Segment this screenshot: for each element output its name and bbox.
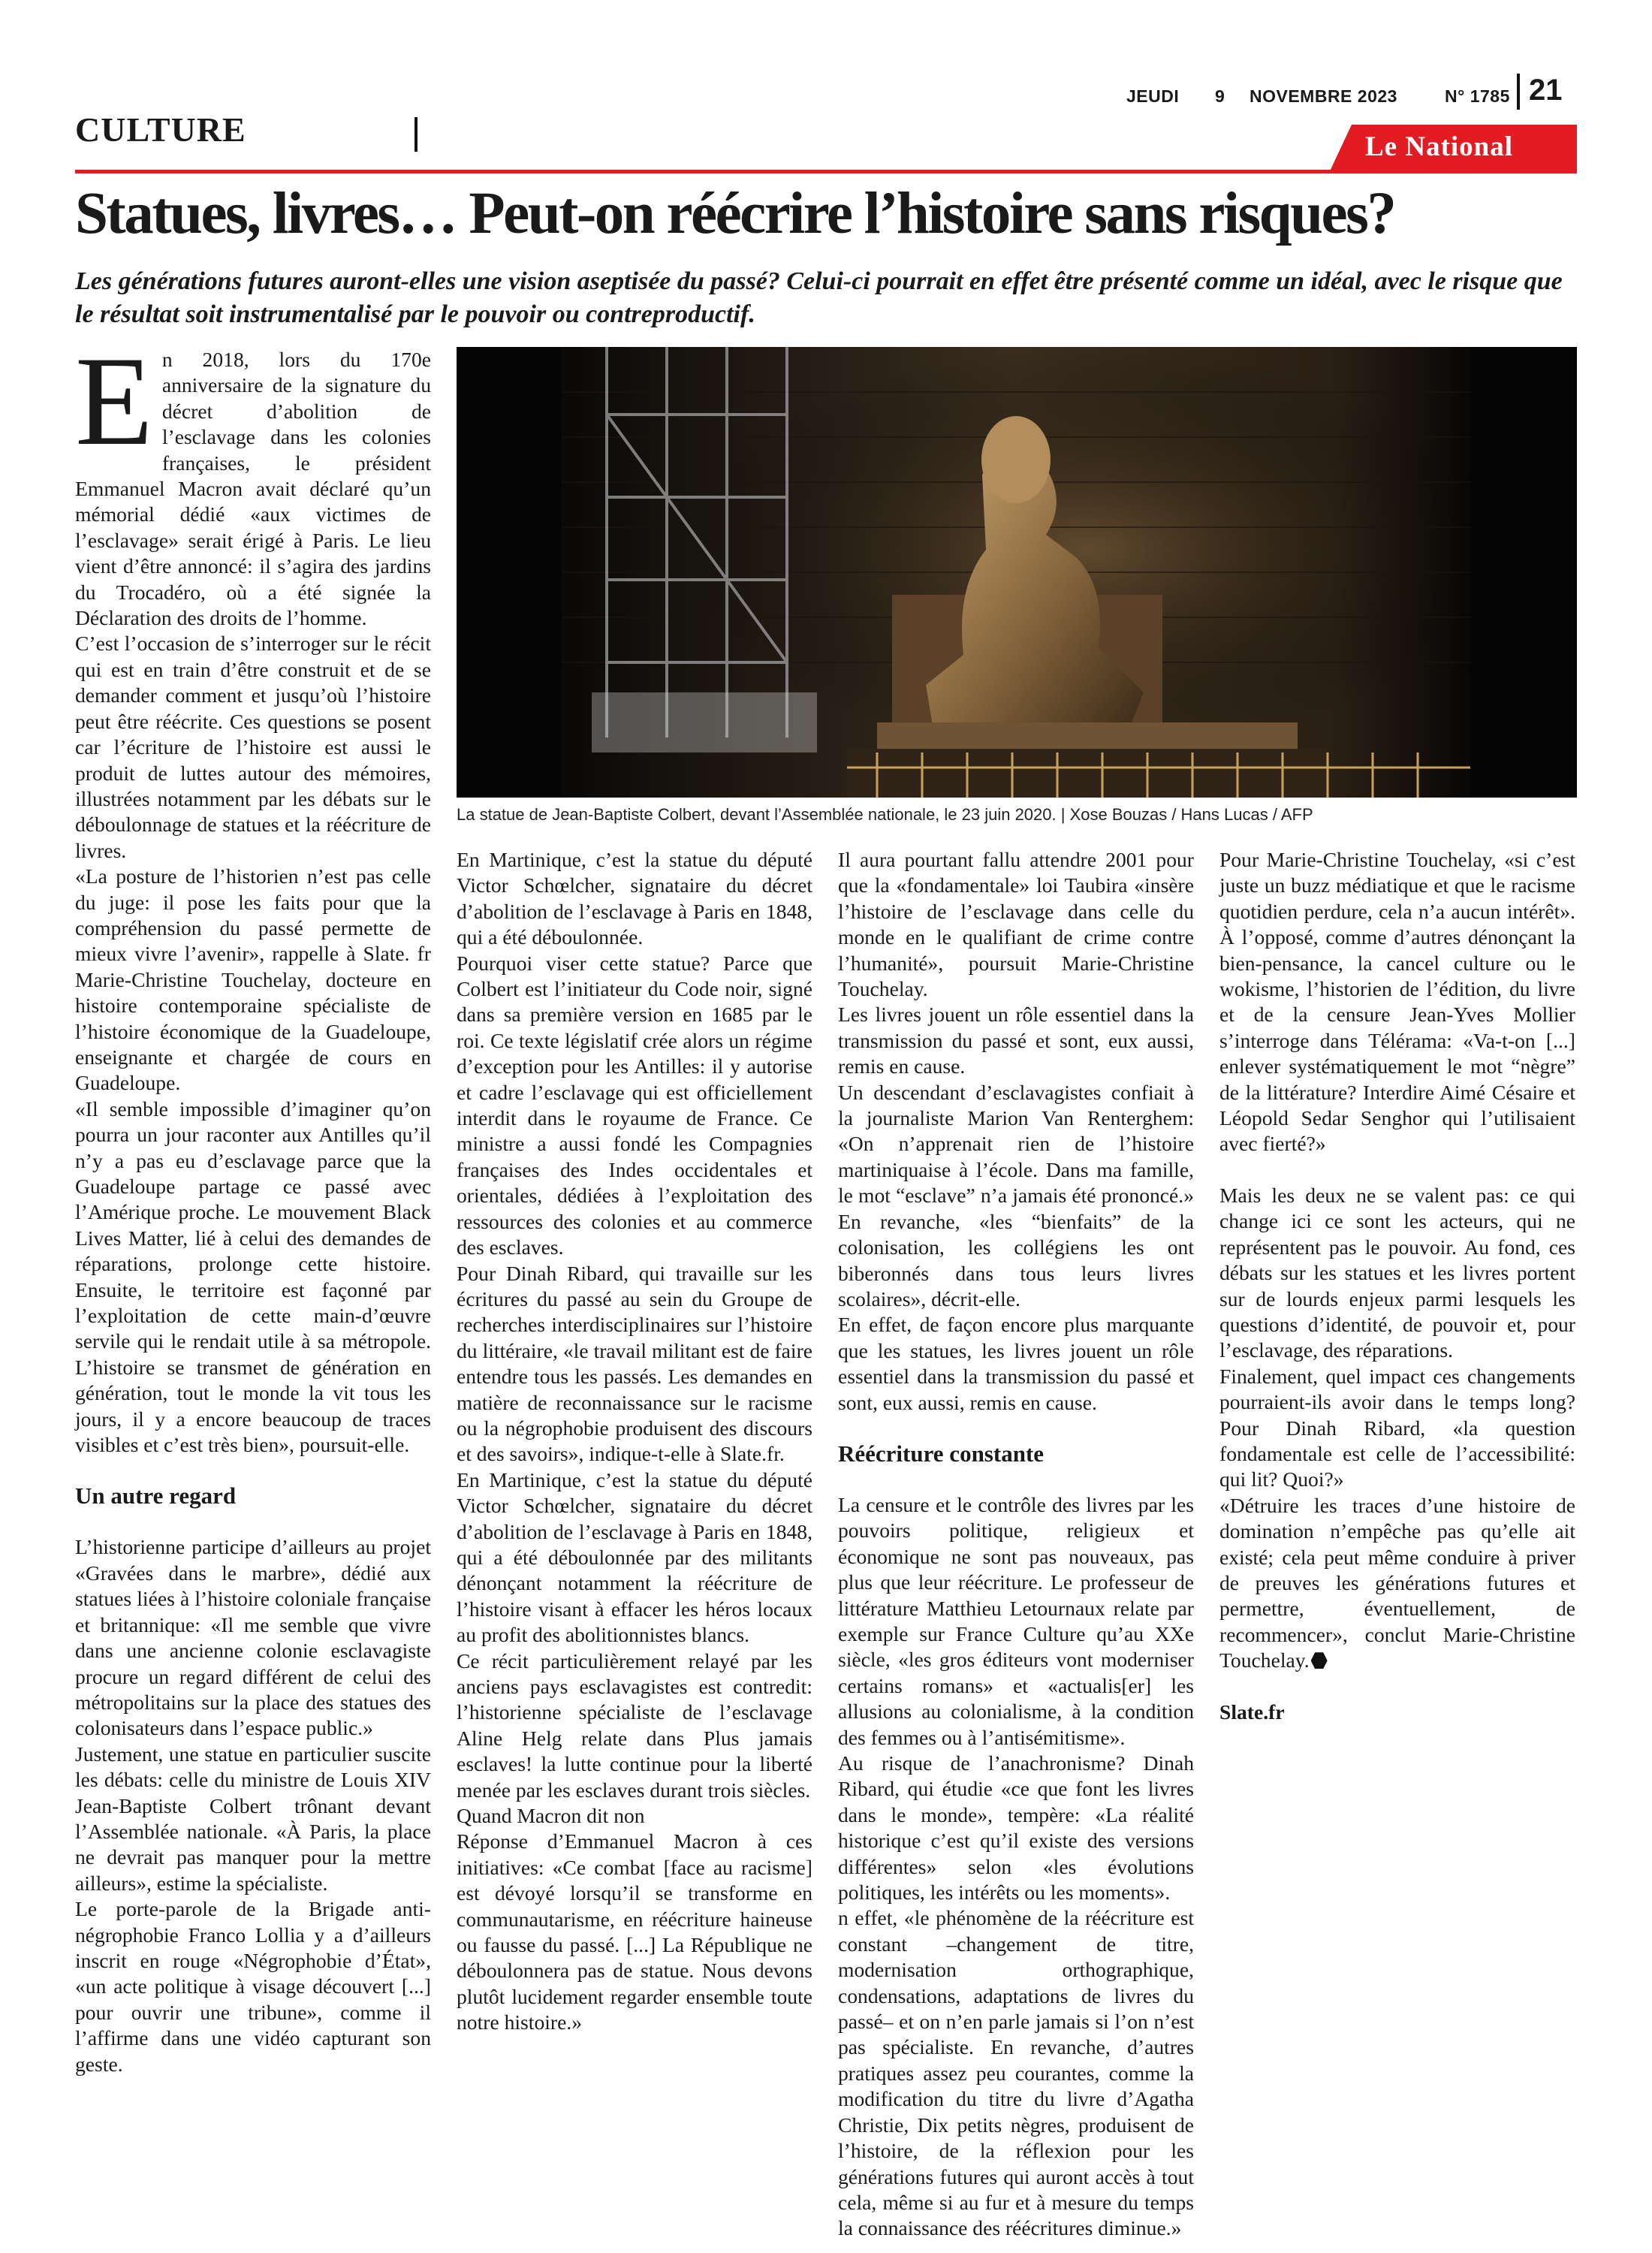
section-divider: [415, 117, 418, 152]
paragraph-final: «Détruire les traces d’une histoire de domination n’empêche pas qu’elle ait existé; cela peut même conduire à priver de preuves les générations futures et permettre, éventuellement, de recommencer», conclut Marie-Christine Touchelay.: [1219, 1493, 1575, 1672]
paragraph: La censure et le contrôle des livres par les pouvoirs politique, religieux et économique ne sont pas nouveaux, pas plus que leur réécriture. Le professeur de littérature Matthieu Letournaux relate par exemple sur France Culture qu’au XXe siècle, «les gros éditeurs vont moderniser certains romans» et «actualis[er] les allusions au colonialisme, à la condition des femmes ou à l’antisémitisme».: [838, 1492, 1194, 1749]
paragraph: Pourquoi viser cette statue? Parce que Colbert est l’initiateur du Code noir, signé dans sa première version en 1685 par le roi. Ce texte législatif crée alors un régime d’exception pour les Antilles: il y autorise et cadre l’esclavage qui est officiellement interdit dans le royaume de France. Ce ministre a aussi fondé les Compagnies françaises des Indes occidentales et orientales, dédiées à l’exploitation des ressources des colonies et au commerce des esclaves.: [457, 951, 812, 1259]
header-day: JEUDI: [1126, 86, 1180, 106]
colbert-statue-photo: [457, 347, 1577, 798]
paragraph: Le porte-parole de la Brigade anti-négrophobie Franco Lollia y a d’ailleurs inscrit en rouge «Négrophobie d’État», «un acte politique à visage découvert [...] pour ouvrir une tribune», comme il l’affirme dans une vidéo capturant son geste.: [75, 1897, 431, 2076]
paragraph: Un descendant d’esclavagistes confiait à la journaliste Marion Van Renterghem: «On n’apprenait rien de l’histoire martiniquaise à l’école. Dans ma famille, le mot “esclave” n’a jamais été prononcé.» En revanche, «les “bienfaits” de la colonisation, les collégiens les ont biberonnés dans tous leurs livres scolaires», décrit-elle.: [838, 1080, 1194, 1310]
paragraph: En Martinique, c’est la statue du député Victor Schœlcher, signataire du décret d’abolition de l’esclavage à Paris en 1848, qui a été déboulonnée par des militants dénonçant notamment la réécriture de l’histoire visant à effacer les héros locaux au profit des abolitionnistes blancs.: [457, 1467, 812, 1647]
paragraph: Réponse d’Emmanuel Macron à ces initiatives: «Ce combat [face au racisme] est dévoyé lorsqu’il se transforme en communautarisme, en réécriture haineuse ou fausse du passé. [...] La République ne déboulonnera pas de statue. Nous devons plutôt lucidement regarder ensemble toute notre histoire.»: [457, 1829, 812, 2034]
brand-name: Le National: [1365, 131, 1514, 162]
paragraph: «La posture de l’historien n’est pas celle du juge: il pose les faits pour que la compréhension du passé permette de mieux vivre l’avenir», rappelle à Slate. fr Marie-Christine Touchelay, docteure en histoire contemporaine spécialiste de l’histoire économique de la Guadeloupe, enseignante et chargée de cours en Guadeloupe.: [75, 864, 431, 1095]
paragraph: Quand Macron dit non: [457, 1804, 645, 1828]
paragraph: Pour Dinah Ribard, qui travaille sur les écritures du passé au sein du Groupe de recherches interdisciplinaires sur l’histoire du littéraire, «le travail militant est de faire entendre tous les passés. Les demandes en matière de reconnaissance sur le racisme ou la négrophobie produisent des discours et des savoirs», indique-t-elle à Slate.fr.: [457, 1261, 812, 1466]
paragraph: En effet, de façon encore plus marquante que les statues, les livres jouent un rôle essentiel dans la transmission du passé et sont, eux aussi, remis en cause.: [838, 1313, 1194, 1414]
header-issue: N° 1785: [1445, 86, 1510, 106]
paragraph-1: En 2018, lors du 170e anniversaire de la signature du décret d’abolition de l’esclavage dans les colonies françaises, le président Emmanuel Macron avait déclaré qu’un mémorial dédié «aux victimes de l’esclavage» serait érigé à Paris. Le lieu vient d’être annoncé: il s’agira des jardins du Trocadéro, où a été signée la Déclaration des droits de l’homme.: [75, 330, 431, 630]
photo-caption: La statue de Jean-Baptiste Colbert, devant l’Assemblée nationale, le 23 juin 2020. | Xose Bouzas / Hans Lucas / AFP: [457, 805, 1313, 824]
paragraph: Mais les deux ne se valent pas: ce qui change ici ce sont les acteurs, qui ne représentent pas le pouvoir. Au fond, ces débats sur les statues et les livres portent sur de lourds enjeux parmi lesquels les questions d’identité, de pouvoir et, pour l’esclavage, des réparations.: [1219, 1183, 1575, 1362]
paragraph: En Martinique, c’est la statue du député Victor Schœlcher, signataire du décret d’abolition de l’esclavage à Paris en 1848, qui a été déboulonnée.: [457, 848, 812, 949]
article-column-3: [838, 847, 1194, 2242]
page-number: 21: [1529, 74, 1563, 107]
paragraph: Finalement, quel impact ces changements pourraient-ils avoir dans le temps long? Pour Dinah Ribard, «la question fondamentale est celle de l’accessibilité: qui lit? Quoi?»: [1219, 1364, 1575, 1491]
paragraph: Les livres jouent un rôle essentiel dans la transmission du passé et sont, eux aussi, remis en cause.: [838, 1003, 1194, 1078]
article-column-1: [75, 330, 431, 2077]
paragraph: Il aura pourtant fallu attendre 2001 pour que la «fondamentale» loi Taubira «insère l’histoire de l’esclavage dans celle du monde en le qualifiant de crime contre l’humanité», poursuit Marie-Christine Touchelay.: [838, 848, 1194, 1001]
subheading-autre-regard: Un autre regard: [75, 1482, 237, 1510]
header-rule: [75, 170, 1577, 173]
header-divider: [1517, 74, 1520, 110]
paragraph: L’historienne participe d’ailleurs au projet «Gravées dans le marbre», dédié aux statues liées à l’histoire coloniale française et britannique: «Il me semble que vivre dans une ancienne colonie esclavagiste procure un regard différent de celui des métropolitains sur la place des statues des colonisateurs dans l’espace public.»: [75, 1535, 431, 1740]
article-column-4: [1219, 847, 1575, 1725]
source-credit: Slate.fr: [1219, 1700, 1285, 1724]
header-month-year: NOVEMBRE 2023: [1250, 86, 1397, 106]
paragraph: Au risque de l’anachronisme? Dinah Ribard, qui étudie «ce que font les livres dans le monde», tempère: «La réalité historique c’est qu’il existe des versions différentes» selon «les évolutions politiques, les intérêts ou les moments».: [838, 1751, 1194, 1905]
lede: Les générations futures auront-elles une vision aseptisée du passé? Celui-ci pourrait en effet être présenté comme un idéal, avec le risque que le résultat soit instrumentalisé par le pouvoir ou contreproductif.: [75, 267, 1563, 328]
header-date: 9: [1215, 86, 1225, 106]
section-label: CULTURE: [75, 110, 246, 149]
paragraph: «Il semble impossible d’imaginer qu’on pourra un jour raconter aux Antilles qu’il n’y a pas eu d’esclavage parce que la Guadeloupe partage ce passé avec l’Amérique proche. Le mouvement Black Lives Matter, lié à celui des demandes de réparations, prolonge cette histoire. Ensuite, le territoire est façonné par l’exploitation de cette main-d’œuvre servile qui le rendait utile à sa métropole. L’histoire se transmet de génération en génération, tout le monde la vit tous les jours, il y a encore beaucoup de traces visibles et c’est très bien», poursuit-elle.: [75, 1096, 431, 1457]
article-column-2: [457, 847, 812, 2036]
end-mark-icon: [1311, 1652, 1328, 1669]
paragraph: Pour Marie-Christine Touchelay, «si c’est juste un buzz médiatique et que le racisme quotidien perdure, cela n’a aucun intérêt». À l’opposé, comme d’autres dénonçant la bien-pensance, la cancel culture ou le wokisme, l’historien de l’édition, du livre et de la censure Jean-Yves Mollier s’interroge dans Télérama: «Va-t-on [...] enlever systématiquement le mot “nègre” de la littérature? Interdire Aimé Césaire et Léopold Sedar Senghor qui l’utilisaient avec fierté?»: [1219, 848, 1575, 1156]
paragraph: C’est l’occasion de s’interroger sur le récit qui est en train d’être construit et de se demander comment et jusqu’où l’histoire peut être réécrite. Ces questions se posent car l’écriture de l’histoire est aussi le produit de luttes autour des mémoires, illustrées notamment par les débats sur le déboulonnage de statues et la réécriture de livres.: [75, 632, 431, 862]
paragraph: n effet, «le phénomène de la réécriture est constant –changement de titre, modernisation orthographique, condensations, adaptations de livres du passé– et on n’en parle jamais si l’on n’est pas spécialiste. En revanche, d’autres pratiques assez peu courantes, comme la modification du titre du livre d’Agatha Christie, Dix petits nègres, produisent de l’histoire, de la réflexion pour les générations futures qui auront accès à tout cela, même si au fur et à mesure du temps la connaissance des réécritures diminue.»: [838, 1906, 1194, 2240]
headline: Statues, livres… Peut-on réécrire l’histoire sans risques?: [75, 181, 1395, 246]
statue-illustration: [457, 347, 1577, 798]
drop-cap: E: [75, 330, 153, 472]
paragraph: Justement, une statue en particulier suscite les débats: celle du ministre de Louis XIV Jean-Baptiste Colbert trônant devant l’Assemblée nationale. «À Paris, la place ne devrait pas manquer pour la mettre ailleurs», estime la spécialiste.: [75, 1742, 431, 1895]
subheading-reecriture: Réécriture constante: [838, 1440, 1045, 1467]
paragraph: Ce récit particulièrement relayé par les anciens pays esclavagistes est contredit: l’historienne spécialiste de l’esclavage Aline Helg relate dans Plus jamais esclaves! la lutte continue pour la liberté menée par les esclaves durant trois siècles.: [457, 1648, 812, 1802]
